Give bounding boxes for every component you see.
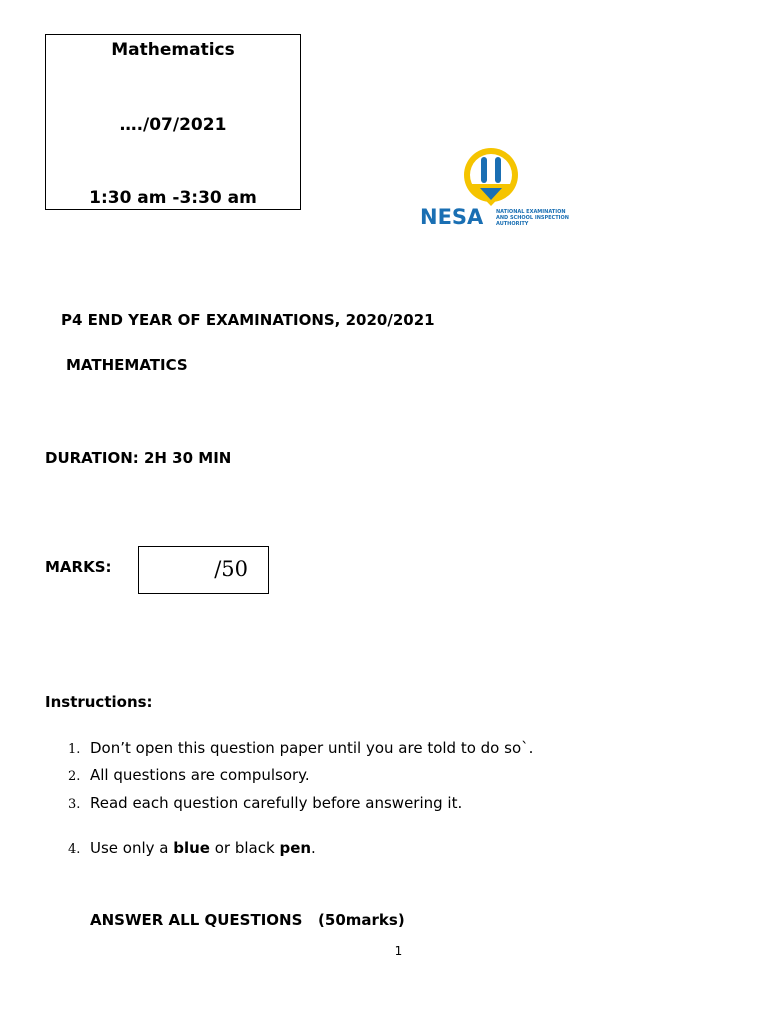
page-number: 1 [394, 944, 403, 958]
exam-info-box [45, 34, 301, 210]
answer-all-heading: ANSWER ALL QUESTIONS (50marks) [90, 911, 405, 929]
nesa-logo [420, 148, 576, 230]
exam-date: …./07/2021 [119, 115, 227, 135]
instruction-item: 2. All questions are compulsory. [68, 766, 310, 784]
duration-text: DURATION: 2H 30 MIN [45, 449, 232, 467]
marks-box [138, 546, 269, 594]
instruction-item: 1. Don’t open this question paper until you are told to do so`. [68, 739, 534, 757]
exam-title: P4 END YEAR OF EXAMINATIONS, 2020/2021 [61, 311, 435, 329]
subject-label: Mathematics [111, 40, 235, 60]
svg-text:AUTHORITY: AUTHORITY [496, 221, 529, 227]
subject-title: MATHEMATICS [66, 356, 188, 374]
svg-text:AND SCHOOL INSPECTION: AND SCHOOL INSPECTION [496, 215, 569, 221]
instruction-item: 4. Use only a blue or black pen. [68, 839, 316, 857]
instructions-heading: Instructions: [45, 693, 153, 711]
svg-text:NATIONAL EXAMINATION: NATIONAL EXAMINATION [496, 209, 566, 215]
logo-wordmark: NESA [420, 205, 484, 229]
instruction-item: 3. Read each question carefully before answering it. [68, 794, 463, 812]
pencil-emblem-icon [464, 148, 518, 206]
marks-label: MARKS: [45, 558, 112, 576]
marks-total: /50 [214, 557, 248, 581]
exam-time: 1:30 am -3:30 am [89, 188, 257, 208]
